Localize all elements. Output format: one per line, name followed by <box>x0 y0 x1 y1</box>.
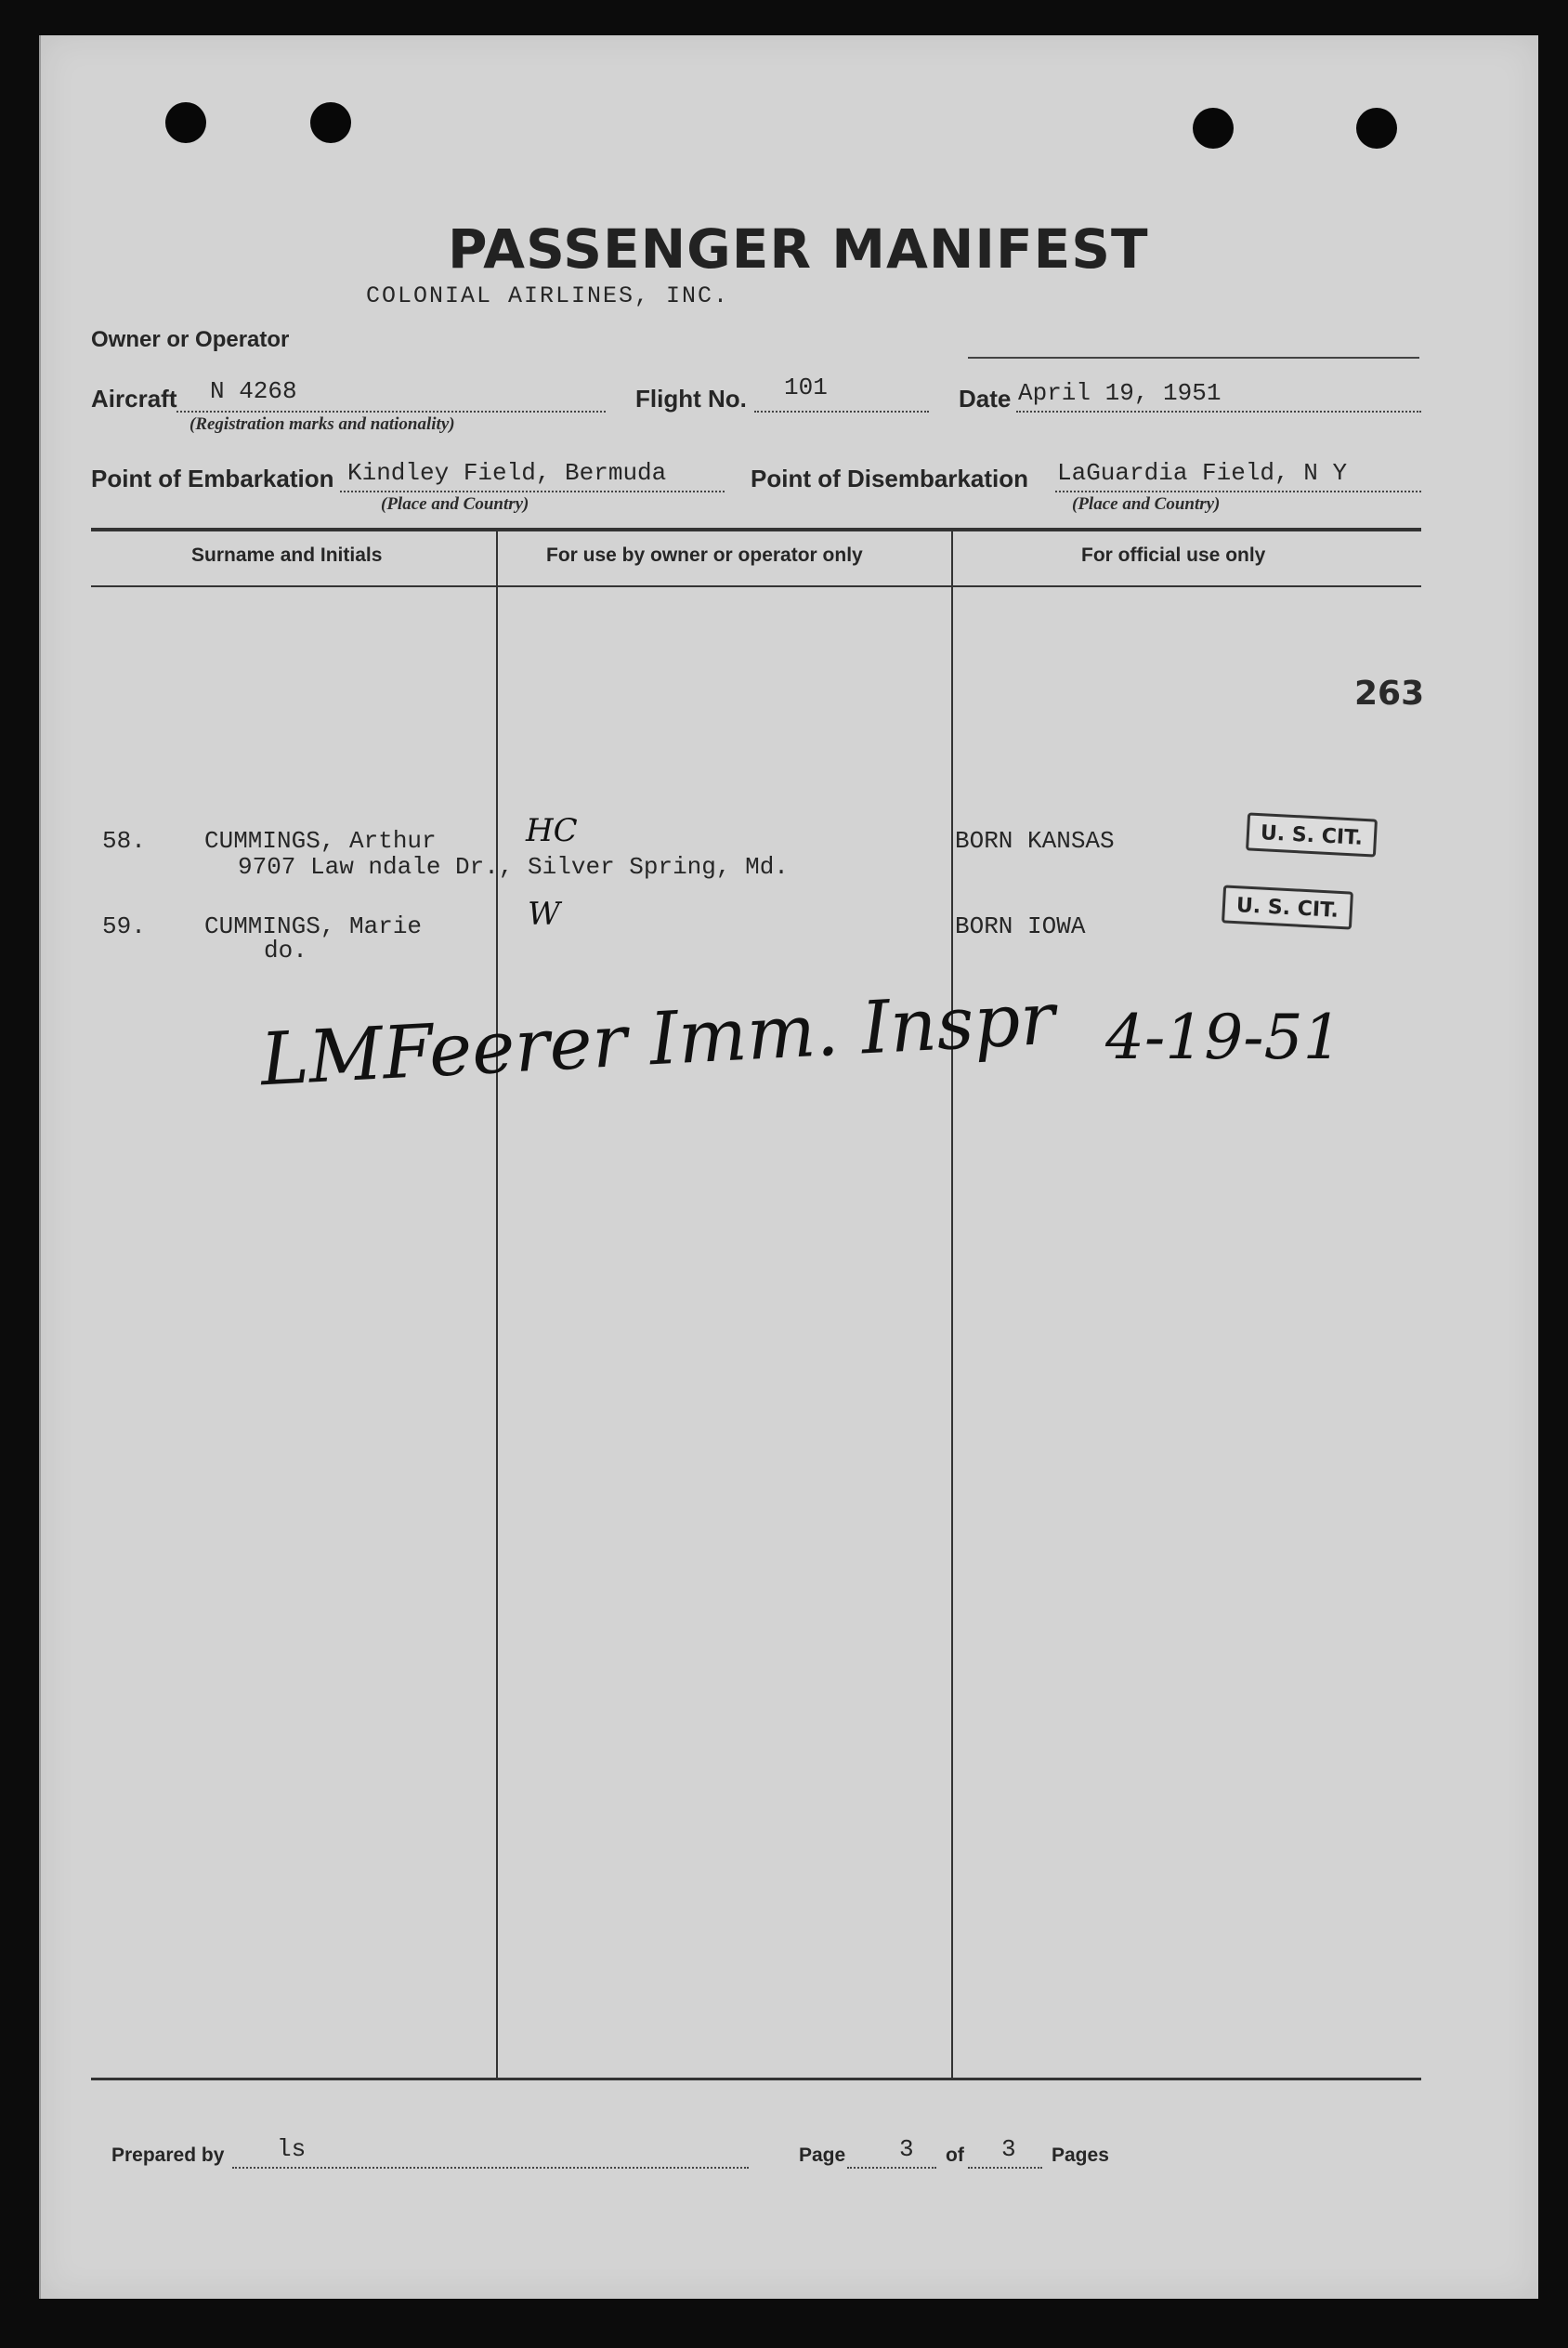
flight-line <box>754 411 929 413</box>
total-pages: 3 <box>1001 2135 1016 2163</box>
pages-label: Pages <box>1052 2145 1109 2166</box>
header-bottom-rule <box>91 585 1421 587</box>
footer-rule <box>91 2078 1421 2080</box>
aircraft-line <box>176 411 606 413</box>
disembarkation-value: LaGuardia Field, N Y <box>1057 459 1348 487</box>
official-note: BORN IOWA <box>955 912 1086 940</box>
owner-label: Owner or Operator <box>91 327 290 352</box>
page-label: Page <box>799 2145 846 2166</box>
embarkation-line <box>340 491 725 492</box>
prepared-by-label: Prepared by <box>111 2145 225 2166</box>
passenger-number: 59. <box>102 912 146 940</box>
prepared-by-line <box>232 2167 749 2169</box>
date-label: Date <box>959 385 1012 413</box>
date-line <box>1016 411 1421 413</box>
embarkation-value: Kindley Field, Bermuda <box>347 459 667 487</box>
inspector-signature: LMFeerer Imm. Inspr <box>258 977 1057 1103</box>
column-divider-1 <box>496 531 498 2078</box>
passenger-number: 58. <box>102 827 146 855</box>
aircraft-label: Aircraft <box>91 385 177 413</box>
manifest-sheet <box>39 35 1538 2299</box>
page-number: 3 <box>899 2135 914 2163</box>
citizenship-stamp: U. S. CIT. <box>1246 812 1378 857</box>
total-line <box>968 2167 1042 2169</box>
operator-mark: HC <box>526 812 578 849</box>
citizenship-stamp: U. S. CIT. <box>1222 885 1353 929</box>
column-divider-2 <box>951 531 953 2078</box>
flight-value: 101 <box>784 374 828 401</box>
aircraft-note: (Registration marks and nationality) <box>189 414 455 434</box>
official-note: BORN KANSAS <box>955 827 1115 855</box>
punch-hole-icon <box>1356 108 1397 149</box>
embarkation-note: (Place and Country) <box>381 494 529 514</box>
of-label: of <box>946 2145 964 2166</box>
page-line <box>847 2167 936 2169</box>
column-header-operator: For use by owner or operator only <box>546 544 863 566</box>
punch-hole-icon <box>1193 108 1234 149</box>
punch-hole-icon <box>165 102 206 143</box>
inspection-date: 4-19-51 <box>1105 1002 1342 1073</box>
airline-name: COLONIAL AIRLINES, INC. <box>366 282 730 309</box>
passenger-name: CUMMINGS, Arthur <box>204 827 437 855</box>
passenger-name: CUMMINGS, Marie <box>204 912 423 940</box>
passenger-address: 9707 Law ndale Dr., Silver Spring, Md. <box>238 853 789 881</box>
flight-label: Flight No. <box>635 385 747 413</box>
disembarkation-line <box>1055 491 1421 492</box>
operator-mark: W <box>528 896 560 933</box>
owner-line <box>968 357 1419 359</box>
column-header-official: For official use only <box>1081 544 1266 566</box>
page-stamp-number: 263 <box>1354 675 1425 713</box>
punch-hole-icon <box>310 102 351 143</box>
header-top-rule <box>91 528 1421 531</box>
passenger-address: do. <box>264 937 307 964</box>
column-header-surname: Surname and Initials <box>191 544 383 566</box>
aircraft-value: N 4268 <box>210 377 297 405</box>
date-value: April 19, 1951 <box>1018 379 1222 407</box>
prepared-by-value: ls <box>277 2135 307 2163</box>
embarkation-label: Point of Embarkation <box>91 465 334 492</box>
disembarkation-label: Point of Disembarkation <box>751 465 1029 492</box>
disembarkation-note: (Place and Country) <box>1072 494 1221 514</box>
document-title: PASSENGER MANIFEST <box>448 217 1149 281</box>
